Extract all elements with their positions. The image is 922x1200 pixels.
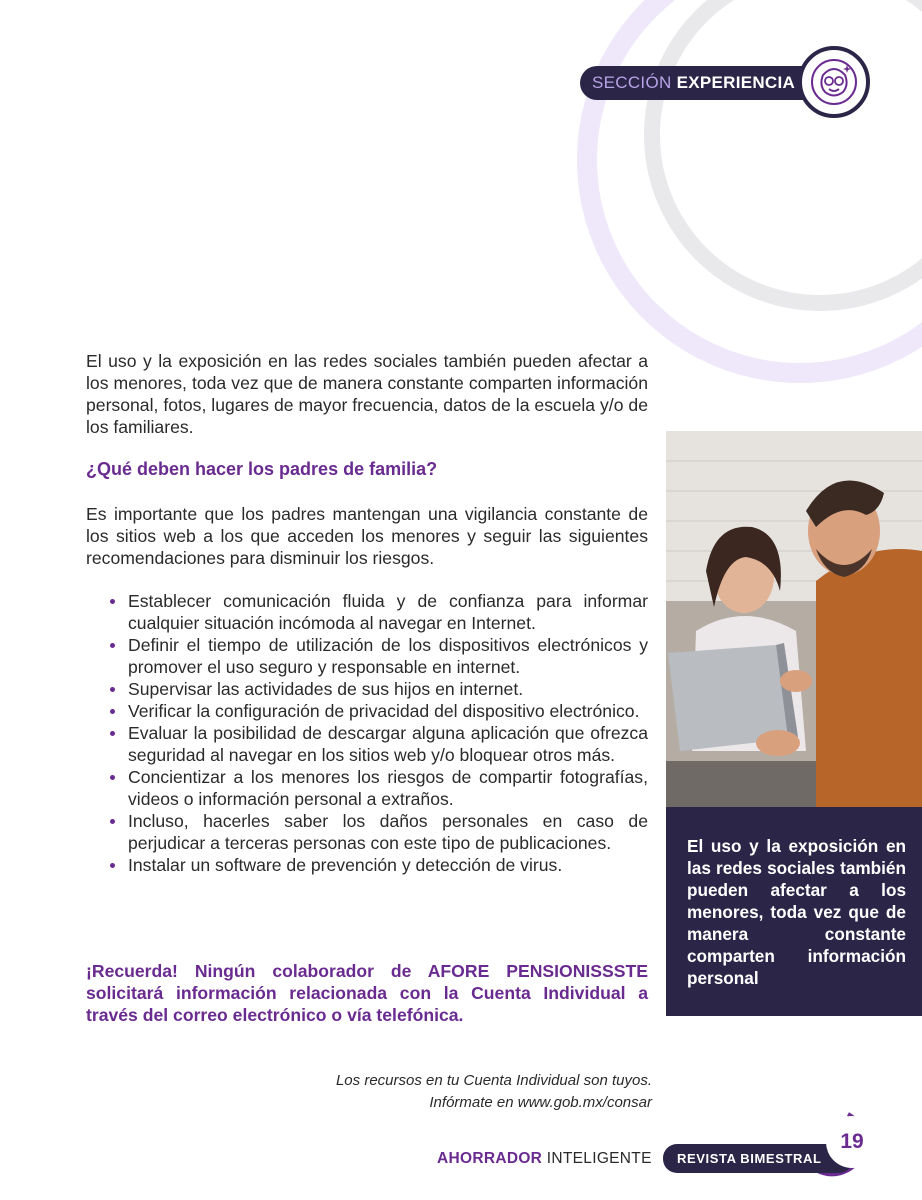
list-item [104, 854, 648, 876]
parent-child-photo [666, 431, 922, 807]
list-item-text: Evaluar la posibilidad de descargar alguna aplicación que ofrezca seguridad al navegar en los sitios web y/o bloquear otros más. [128, 723, 648, 765]
footer-note-line-2: Infórmate en www.gob.mx/consar [429, 1094, 652, 1111]
bullet-dot-icon [110, 819, 115, 824]
list-item [104, 678, 648, 700]
recommendations-list [104, 590, 648, 876]
reminder-note: ¡Recuerda! Ningún colaborador de AFORE PENSIONISSSTE solicitará información relacionada con la Cuenta Individual a través del correo electrónico o vía telefónica. [86, 961, 648, 1025]
bullet-dot-icon [110, 709, 115, 714]
footer-brand-bold: AHORRADOR [437, 1150, 543, 1167]
magazine-label-pill [663, 1144, 853, 1173]
list-item [104, 590, 648, 634]
page-number: 19 [826, 1116, 878, 1168]
list-item [104, 722, 648, 766]
section-name: EXPERIENCIA [676, 73, 796, 92]
footer-note-line-1: Los recursos en tu Cuenta Individual son tuyos. [335, 1072, 652, 1089]
bullet-dot-icon [110, 643, 115, 648]
list-item-text: Definir el tiempo de utilización de los dispositivos electrónicos y promover el uso seguro y responsable en internet. [128, 635, 648, 677]
footer-brand [437, 1150, 652, 1168]
sidebar-quote-box [666, 807, 922, 1016]
list-item [104, 810, 648, 854]
outer-lavender-ring [587, 0, 922, 373]
intro-paragraph: El uso y la exposición en las redes sociales también pueden afectar a los menores, toda vez que de manera constante comparten información personal, fotos, lugares de mayor frecuencia, datos de la escuela y/o de los familiares. [86, 351, 648, 437]
bullet-dot-icon [110, 599, 115, 604]
sidebar-quote-text: El uso y la exposición en las redes sociales también pueden afectar a los menores, toda vez que de manera constante comparten información personal [687, 836, 906, 988]
mascot-badge [798, 46, 870, 118]
list-item-text: Incluso, hacerles saber los daños personales en caso de perjudicar a terceras personas con este tipo de publicaciones. [128, 811, 648, 853]
bullet-dot-icon [110, 687, 115, 692]
list-item-text: Supervisar las actividades de sus hijos en internet. [128, 679, 524, 699]
list-item-text: Instalar un software de prevención y detección de virus. [128, 855, 563, 875]
bullet-dot-icon [110, 863, 115, 868]
list-item-text: Verificar la configuración de privacidad del dispositivo electrónico. [128, 701, 640, 721]
bullet-dot-icon [110, 775, 115, 780]
bullet-dot-icon [110, 731, 115, 736]
list-item-text: Concientizar a los menores los riesgos de compartir fotografías, videos o información personal a extraños. [128, 767, 648, 809]
section-header-pill [580, 66, 820, 100]
importance-paragraph: Es importante que los padres mantengan una vigilancia constante de los sitios web a los que acceden los menores y seguir las siguientes recomendaciones para disminuir los riesgos. [86, 504, 648, 568]
list-item-text: Establecer comunicación fluida y de confianza para informar cualquier situación incómoda al navegar en Internet. [128, 591, 648, 633]
footer-note [336, 1070, 652, 1114]
list-item [104, 766, 648, 810]
magazine-label: REVISTA BIMESTRAL [677, 1151, 822, 1166]
mascot-badge-icon [809, 57, 859, 107]
section-label: SECCIÓN [592, 73, 672, 92]
list-item [104, 634, 648, 678]
footer-brand-light: INTELIGENTE [546, 1150, 652, 1167]
inner-gray-ring [652, 0, 922, 303]
list-item [104, 700, 648, 722]
question-heading: ¿Qué deben hacer los padres de familia? [86, 459, 438, 479]
